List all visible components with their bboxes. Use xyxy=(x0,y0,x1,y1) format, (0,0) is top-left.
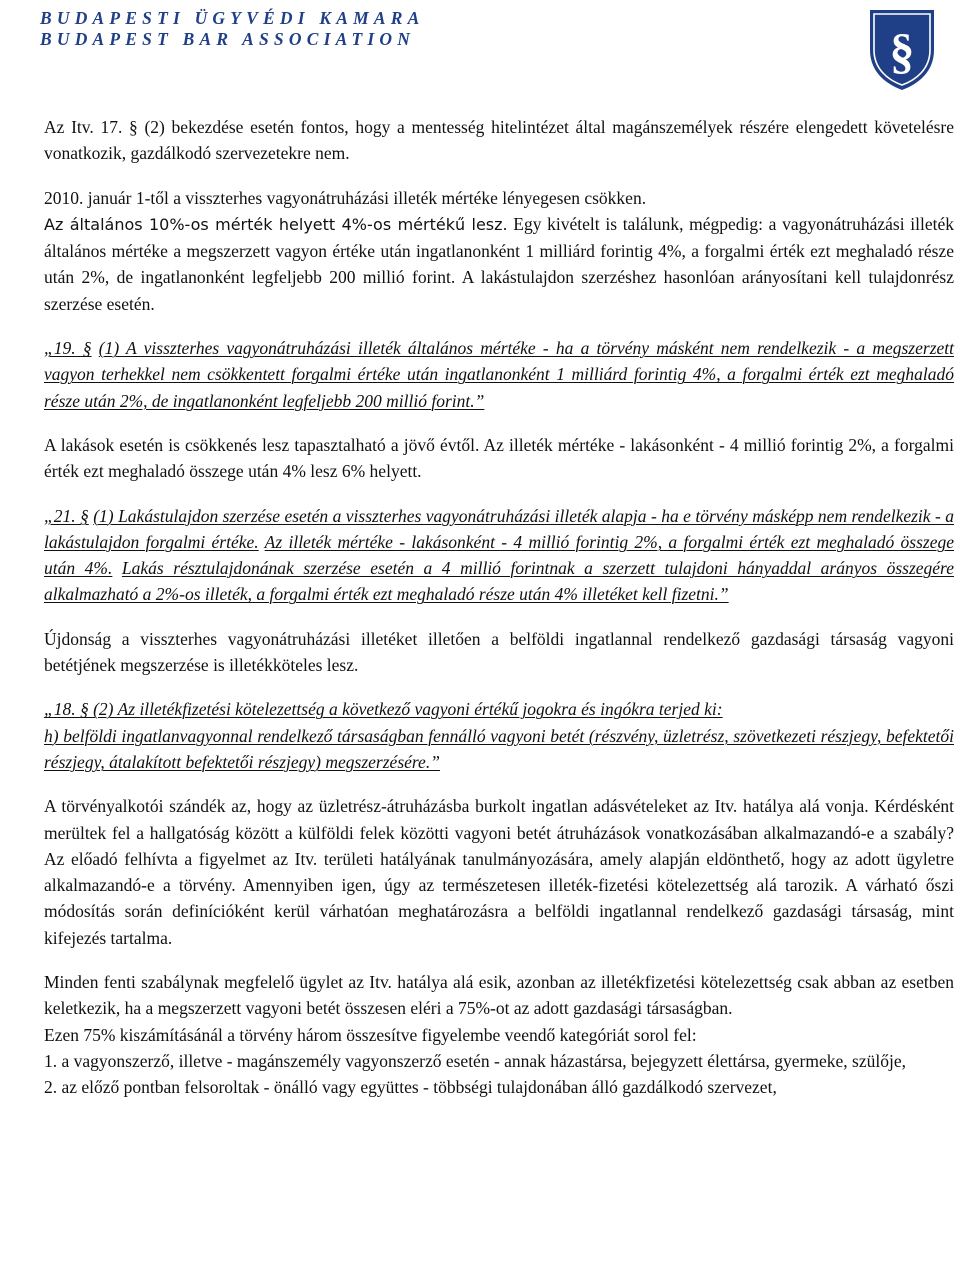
letterhead-title-hu: BUDAPESTI ÜGYVÉDI KAMARA xyxy=(40,8,425,28)
list-item: 2. az előző pontban felsoroltak - önálló vagy együttes - többségi tulajdonában álló gazdálkodó szervezet, xyxy=(44,1077,777,1098)
letterhead xyxy=(40,6,960,92)
para-rate-intro: 2010. január 1-től a visszterhes vagyonátruházási illeték mértéke lényegesen csökken. xyxy=(44,187,647,208)
quote-19-ref: „19. § xyxy=(44,338,92,359)
para-intent-c: Az előadó felhívta a figyelmet az Itv. területi hatályának tanulmányozására, amely alapján eldönthető, hogy az adott ügyletre alkalmazandó-e a törvény. xyxy=(44,848,954,896)
svg-text:§: § xyxy=(889,23,915,79)
quote-21-ref: „21. § xyxy=(44,505,89,526)
para-legislator-intent xyxy=(44,793,954,951)
para-categories-intro: Ezen 75% kiszámításánál a törvény három összesítve figyelembe veendő kategóriát sorol fel: xyxy=(44,1024,697,1045)
para-rate-exception: Egy kivételt is találunk, mégpedig: a vagyonátruházási illeték általános mértéke a megszerzett vagyon értéke után ingatlanonként 1 milliárd forintig 4%, a forgalmi érték ezt meghaladó része után 2%, de ingatlanonként legfeljebb 200 millió forint. xyxy=(44,213,954,288)
quote-21-a: (1) Lakástulajdon szerzése esetén a visszterhes vagyonátruházási illeték alapja - ha e törvény másképp nem rendelkezik - a lakástulajdon forgalmi értéke. xyxy=(44,505,955,552)
para-intent-a: A törvényalkotói szándék az, hogy az üzletrész-átruházásba burkolt ingatlan adásvételeket az Itv. hatálya alá vonja. xyxy=(44,796,869,817)
quote-18-line2: h) belföldi ingatlanvagyonnal rendelkező társaságban fennálló vagyoni betét (részvény, üzletrész, szövetkezeti részjegy, befektetői részjegy, átalakított befektetői részjegy) megszerzésére.” xyxy=(44,725,954,772)
para-intent-b: Kérdésként merültek fel a hallgatóság között a külföldi felek közötti vagyoni betét átruházások vonatkozásában alkalmazandó-e a szabály? xyxy=(44,796,955,843)
para-rate-change xyxy=(44,185,954,317)
letterhead-title-en: BUDAPEST BAR ASSOCIATION xyxy=(40,29,416,49)
para-itv-17: Az Itv. 17. § (2) bekezdése esetén fontos, hogy a mentesség hitelintézet által magánszemélyek részére elengedett követelésre vonatkozik, gazdálkodó szervezetekre nem. xyxy=(44,117,954,164)
para-rate-share: A lakástulajdon szerzéshez hasonlóan arányosítani kell tulajdonrész szerzése esetén. xyxy=(44,267,954,314)
document-body xyxy=(44,114,954,1101)
para-housing-a: A lakások esetén is csökkenés lesz tapasztalható a jövő évtől. xyxy=(44,434,480,455)
para-housing xyxy=(44,432,954,485)
list-item: 1. a vagyonszerző, illetve - magánszemély vagyonszerző esetén - annak házastársa, bejegyzett élettársa, gyermeke, szülője, xyxy=(44,1050,906,1071)
para-intent-d: Amennyiben igen, úgy az természetesen illeték-fizetési kötelezettség alá tarozik. xyxy=(242,875,839,896)
quote-section-21 xyxy=(44,503,954,608)
para-intent-e: A várható őszi módosítás során definícióként kerül várhatóan meghatározásra a belföldi ingatlannal rendelkező gazdasági társaság, mint kifejezés tartalma. xyxy=(44,875,954,948)
quote-19-text: (1) A visszterhes vagyonátruházási illeték általános mértéke - ha a törvény másként nem rendelkezik - a megszerzett vagyon terhekkel nem csökkentett forgalmi értéke után ingatlanonként 1 milliárd forintig 4%, a forgalmi érték ezt meghaladó része után 2%, de ingatlanonként legfeljebb 200 millió forint.” xyxy=(44,338,954,411)
quote-21-c: Lakás résztulajdonának szerzése esetén a 4 millió forintnak a szerzett tulajdoni hányaddal arányos összegére alkalmazható a 2%-os illeték, a forgalmi érték ezt meghaladó része után 4% illetéket kell fizetni.” xyxy=(44,558,954,605)
paragraph-crest-icon xyxy=(866,6,938,92)
para-novelty: Újdonság a visszterhes vagyonátruházási illetéket illetően a belföldi ingatlannal rendelkező gazdasági társaság vagyoni betétjének megszerzése is illetékköteles lesz. xyxy=(44,628,954,676)
quote-section-18 xyxy=(44,696,954,775)
para-rate-general: Az általános 10%-os mérték helyett 4%-os mértékű lesz. xyxy=(44,214,508,234)
quote-18-line1: „18. § (2) Az illetékfizetési kötelezettség a következő vagyoni értékű jogokra és ingókra terjed ki: xyxy=(44,699,723,720)
para-housing-b: Az illeték mértéke - lakásonként - 4 millió forintig 2%, a forgalmi érték ezt meghaladó összege után 4% lesz 6% helyett. xyxy=(44,434,954,482)
quote-21-b: Az illeték mértéke - lakásonként - 4 millió forintig 2%, a forgalmi érték ezt meghaladó összege után 4%. xyxy=(44,531,955,579)
para-threshold: Minden fenti szabálynak megfelelő ügylet az Itv. hatálya alá esik, azonban az illetékfizetési kötelezettség csak abban az esetben keletkezik, ha a megszerzett vagyoni betét összesen eléri a 75%-ot az adott gazdasági társaságban. xyxy=(44,972,954,1019)
quote-section-19 xyxy=(44,335,954,414)
